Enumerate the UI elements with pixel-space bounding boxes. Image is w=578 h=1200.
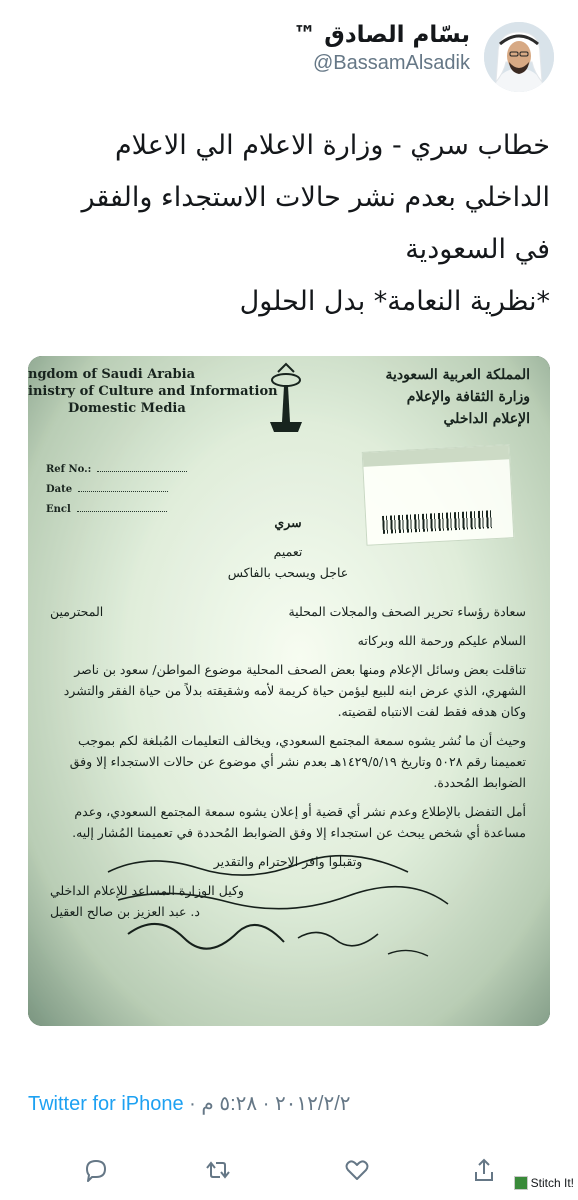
- signature-title: وكيل الوزارة المساعد للإعلام الداخلي: [50, 883, 244, 898]
- letterhead-line: المملكة العربية السعودية: [385, 367, 530, 383]
- encl-field-label: Encl: [46, 504, 71, 515]
- letter-subject: تعميم: [273, 544, 303, 559]
- user-handle[interactable]: @BassamAlsadik: [312, 52, 470, 74]
- signature-name: د. عبد العزيز بن صالح العقيل: [50, 904, 200, 919]
- like-heart-icon[interactable]: [343, 1156, 371, 1184]
- english-letterhead: [28, 366, 278, 417]
- stitch-it-label: Stitch It!: [530, 1176, 574, 1190]
- avatar[interactable]: [484, 22, 554, 92]
- addressee-suffix: المحترمين: [50, 604, 104, 619]
- tweet-line: في السعودية: [405, 234, 550, 265]
- letterhead-line: inistry of Culture and Information: [28, 384, 278, 399]
- arabic-letterhead: [386, 364, 531, 430]
- closing: وتقبلوا وافر الاحترام والتقدير: [213, 854, 363, 869]
- reply-icon[interactable]: [82, 1156, 110, 1184]
- letterhead-line: ngdom of Saudi Arabia: [28, 367, 196, 382]
- letter-document: [28, 356, 550, 1026]
- letterhead-line: الإعلام الداخلي: [443, 411, 530, 427]
- separator: ·: [183, 1093, 202, 1115]
- ref-field-label: Ref No.:: [46, 464, 92, 475]
- author-names[interactable]: [293, 20, 470, 76]
- avatar-image: [484, 22, 554, 92]
- tweet-actions: [0, 1152, 578, 1192]
- paragraph: تناقلت بعض وسائل الإعلام ومنها بعض الصحف المحلية موضوع المواطن/ سعود بن ناصر الشهري، الذي عرض ابنه للبيع ليؤمن حياة كريمة لأمه وشقيقته بدلاً من حياة الفقر والتشرد وكان هدفه فقط لفت الانتباه لقضيته.: [63, 662, 526, 719]
- letterhead-line: وزارة الثقافة والإعلام: [406, 389, 530, 405]
- addressee: سعادة رؤساء تحرير الصحف والمجلات المحلية: [288, 604, 526, 619]
- display-name[interactable]: بسّام الصادق ™: [293, 22, 470, 48]
- urgency-note: عاجل ويسحب بالفاكس: [227, 565, 349, 580]
- letterhead-line: Domestic Media: [68, 401, 186, 416]
- date-field-label: Date: [46, 484, 73, 495]
- stitch-it-icon: [514, 1176, 528, 1190]
- tweet-photo[interactable]: [28, 356, 550, 1026]
- greeting: السلام عليكم ورحمة الله وبركاته: [357, 633, 526, 648]
- ministry-emblem-icon: [254, 362, 318, 442]
- retweet-icon[interactable]: [204, 1156, 232, 1184]
- tweet-text: [20, 120, 550, 328]
- source-link[interactable]: Twitter for iPhone: [28, 1093, 184, 1115]
- tweet-date: ٢٠١٢/٢/٢: [274, 1093, 351, 1115]
- share-icon[interactable]: [470, 1156, 498, 1184]
- tweet-line: *نظرية النعامة* بدل الحلول: [239, 286, 550, 317]
- stitch-it-badge[interactable]: [514, 1172, 574, 1194]
- tweet-meta: [28, 1088, 550, 1120]
- handwritten-annotations: [88, 842, 488, 972]
- separator: ·: [257, 1093, 275, 1115]
- tweet-header: [0, 12, 578, 92]
- tweet-time: ٥:٢٨ م: [201, 1093, 258, 1115]
- paragraph: أمل التفضل بالإطلاع وعدم نشر أي قضية أو إعلان يشوه سمعة المجتمع السعودي، وعدم مساعدة أي شخص يبحث عن استجداء إلا وفق الضوابط المُحددة في تعميمنا المُشار إليه.: [72, 804, 526, 840]
- tweet-line: خطاب سري - وزارة الاعلام الي الاعلام: [114, 130, 550, 161]
- tweet-line: الداخلي بعدم نشر حالات الاستجداء والفقر: [81, 182, 550, 213]
- classification: سري: [274, 515, 302, 530]
- paragraph: وحيث أن ما نُشر يشوه سمعة المجتمع السعودي، ويخالف التعليمات المُبلغة لكم بموجب تعميمنا رقم ٥٠٢٨ وتاريخ ١٤٢٩/٥/١٩هـ بعدم نشر أي موضوع عن حالات الاستجداء إلا وفق الضوابط المُحددة.: [69, 733, 526, 790]
